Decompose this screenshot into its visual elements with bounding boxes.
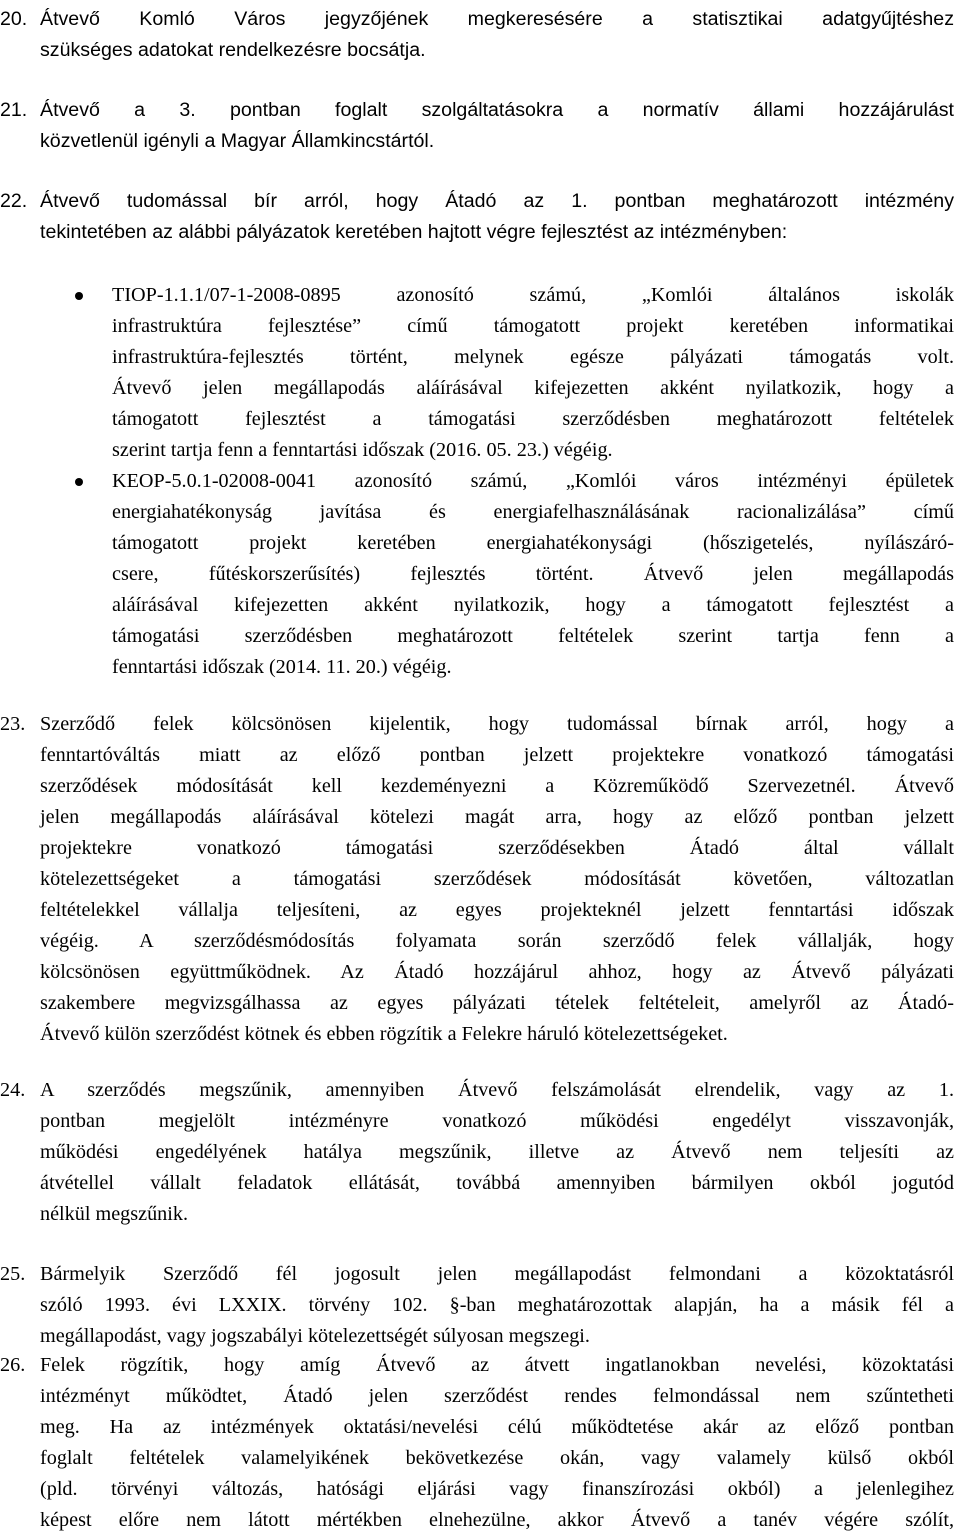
- clause-text: Szerződő felek kölcsönösen kijelentik, hogy tudomással bírnak arról, hogy a: [40, 713, 954, 735]
- clause-line: [0, 217, 960, 247]
- clause-line: [0, 709, 960, 739]
- clause-line: [0, 186, 960, 216]
- clause-line: [0, 926, 960, 956]
- clause-text: Átvevő a 3. pontban foglalt szolgáltatásokra a normatív állami hozzájárulást: [40, 99, 954, 121]
- clause-line: [0, 1350, 960, 1380]
- clause-text: meg. Ha az intézmények oktatási/nevelési célú működtetése akár az előző pontban: [40, 1416, 954, 1438]
- clause-line: [0, 1106, 960, 1136]
- clause-line: [0, 833, 960, 863]
- clause-line: [0, 1168, 960, 1198]
- clause-number: 23.: [0, 713, 26, 735]
- clause-text: intézményt működtet, Átadó jelen szerződést rendes felmondással nem szűntetheti: [40, 1385, 954, 1407]
- clause-line: [0, 988, 960, 1018]
- bullet-line: [0, 621, 960, 651]
- clause-text: pontban megjelölt intézményre vonatkozó működési engedélyt visszavonják,: [40, 1110, 954, 1132]
- bullet-text: aláírásával kifejezetten akként nyilatkozik, hogy a támogatott fejlesztést a: [112, 594, 954, 616]
- clause-line: [0, 1412, 960, 1442]
- clause-text: jelen megállapodás aláírásával kötelezi magát arra, hogy az előző pontban jelzett: [40, 806, 954, 828]
- clause-line: [0, 1443, 960, 1473]
- clause-line: [0, 4, 960, 34]
- clause-line: [0, 1321, 960, 1351]
- bullet-text: infrastruktúra-fejlesztés történt, melynek egésze pályázati támogatás volt.: [112, 346, 954, 368]
- clause-text: működési engedélyének hatálya megszűnik, illetve az Átvevő nem teljesíti az: [40, 1141, 954, 1163]
- bullet-text: infrastruktúra fejlesztése” című támogatott projekt keretében informatikai: [112, 315, 954, 337]
- clause-number: 20.: [0, 8, 28, 30]
- bullet-line: [0, 435, 960, 465]
- clause-line: [0, 126, 960, 156]
- clause-text: szerződések módosítását kell kezdeményezni a Közreműködő Szervezetnél. Átvevő: [40, 775, 954, 797]
- clause-line: [0, 1259, 960, 1289]
- clause-line: [0, 1505, 960, 1535]
- bullet-line: [0, 342, 960, 372]
- clause-number: 26.: [0, 1354, 26, 1376]
- clause-line: [0, 895, 960, 925]
- clause-text: kötelezettségeket a támogatási szerződések módosítását követően, változatlan: [40, 868, 954, 890]
- bullet-text: támogatási szerződésben meghatározott feltételek szerint tartja fenn a: [112, 625, 954, 647]
- bullet-line: [0, 590, 960, 620]
- clause-text: végéig. A szerződésmódosítás folyamata során szerződő felek vállalják, hogy: [40, 930, 954, 952]
- clause-line: [0, 35, 960, 65]
- bullet-text: Átvevő jelen megállapodás aláírásával kifejezetten akként nyilatkozik, hogy a: [112, 377, 954, 399]
- clause-number: 24.: [0, 1079, 26, 1101]
- bullet-text: csere, fűtéskorszerűsítés) fejlesztés történt. Átvevő jelen megállapodás: [112, 563, 954, 585]
- clause-text: Felek rögzítik, hogy amíg Átvevő az átvett ingatlanokban nevelési, közoktatási: [40, 1354, 954, 1376]
- bullet-line: [0, 559, 960, 589]
- clause-text: A szerződés megszűnik, amennyiben Átvevő felszámolását elrendelik, vagy az 1.: [40, 1079, 954, 1101]
- bullet-text: támogatott projekt keretében energiahatékonysági (hőszigetelés, nyílászáró-: [112, 532, 954, 554]
- clause-text: szóló 1993. évi LXXIX. törvény 102. §-ban meghatározottak alapján, ha a másik fél a: [40, 1294, 954, 1316]
- clause-line: [0, 1137, 960, 1167]
- bullet-line: [0, 311, 960, 341]
- bullet-text: fenntartási időszak (2014. 11. 20.) végéig.: [112, 656, 452, 678]
- bullet-line: [0, 497, 960, 527]
- bullet-text: szerint tartja fenn a fenntartási időszak (2016. 05. 23.) végéig.: [112, 439, 613, 461]
- clause-line: [0, 1474, 960, 1504]
- bullet-line: [0, 280, 960, 310]
- clause-text: közvetlenül igényli a Magyar Államkincstártól.: [40, 130, 435, 152]
- bullet-text: energiahatékonyság javítása és energiafelhasználásának racionalizálása” című: [112, 501, 954, 523]
- clause-text: megállapodást, vagy jogszabályi kötelezettségét súlyosan megszegi.: [40, 1325, 590, 1347]
- clause-line: [0, 864, 960, 894]
- clause-number: 22.: [0, 190, 28, 212]
- clause-text: projektekre vonatkozó támogatási szerződésekben Átadó által vállalt: [40, 837, 954, 859]
- bullet-text: támogatott fejlesztést a támogatási szerződésben meghatározott feltételek: [112, 408, 954, 430]
- clause-line: [0, 1075, 960, 1105]
- clause-text: nélkül megszűnik.: [40, 1203, 189, 1225]
- clause-line: [0, 802, 960, 832]
- clause-number: 25.: [0, 1263, 26, 1285]
- bullet-line: [0, 404, 960, 434]
- bullet-text: TIOP-1.1.1/07-1-2008-0895 azonosító számú, „Komlói általános iskolák: [112, 284, 954, 306]
- clause-text: kölcsönösen együttműködnek. Az Átadó hozzájárul ahhoz, hogy az Átvevő pályázati: [40, 961, 954, 983]
- clause-text: képest előre nem látott mértékben elnehezülne, akkor Átvevő a tanév végére szólít,: [40, 1509, 954, 1531]
- clause-line: [0, 740, 960, 770]
- clause-text: Átvevő Komló Város jegyzőjének megkeresésére a statisztikai adatgyűjtéshez: [40, 8, 954, 30]
- bullet-line: [0, 466, 960, 496]
- bullet-line: [0, 373, 960, 403]
- bullet-line: [0, 652, 960, 682]
- clause-text: Bármelyik Szerződő fél jogosult jelen megállapodást felmondani a közoktatásról: [40, 1263, 954, 1285]
- clause-text: szakembere megvizsgálhassa az egyes pályázati tételek feltételeit, amelyről az Átadó-: [40, 992, 954, 1014]
- bullet-line: [0, 528, 960, 558]
- clause-text: fenntartóváltás miatt az előző pontban jelzett projektekre vonatkozó támogatási: [40, 744, 954, 766]
- clause-text: szükséges adatokat rendelkezésre bocsátja.: [40, 39, 426, 61]
- clause-line: [0, 771, 960, 801]
- clause-line: [0, 957, 960, 987]
- clause-text: átvétellel vállalt feladatok ellátását, továbbá amennyiben bármilyen okból jogutód: [40, 1172, 954, 1194]
- clause-text: foglalt feltételek valamelyikének bekövetkezése okán, vagy valamely külső okból: [40, 1447, 954, 1469]
- clause-number: 21.: [0, 99, 28, 121]
- clause-line: [0, 95, 960, 125]
- clause-text: Átvevő külön szerződést kötnek és ebben rögzítik a Felekre háruló kötelezettségeket.: [40, 1023, 728, 1045]
- clause-text: tekintetében az alábbi pályázatok keretében hajtott végre fejlesztést az intézményben:: [40, 221, 788, 243]
- clause-line: [0, 1290, 960, 1320]
- clause-text: (pld. törvényi változás, hatósági eljárási vagy finanszírozási okból) a jelenlegihez: [40, 1478, 954, 1500]
- bullet-text: KEOP-5.0.1-02008-0041 azonosító számú, „Komlói város intézményi épületek: [112, 470, 954, 492]
- clause-line: [0, 1019, 960, 1049]
- clause-line: [0, 1199, 960, 1229]
- clause-text: feltételekkel vállalja teljesíteni, az egyes projekteknél jelzett fenntartási időszak: [40, 899, 954, 921]
- clause-line: [0, 1381, 960, 1411]
- clause-text: Átvevő tudomással bír arról, hogy Átadó az 1. pontban meghatározott intézmény: [40, 190, 954, 212]
